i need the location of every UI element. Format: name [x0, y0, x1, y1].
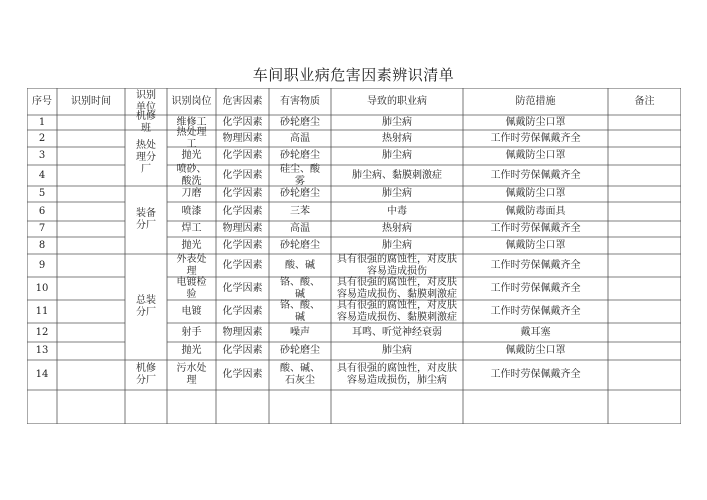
row-number: 3 [38, 150, 46, 161]
row-measure: 工作时劳保佩戴齐全 [490, 305, 581, 317]
row-factor: 化学因素 [222, 188, 263, 199]
row-measure: 戴耳塞 [520, 326, 551, 338]
row-measure: 佩戴防毒面具 [505, 205, 566, 217]
row-substance: 高温 [290, 132, 310, 144]
row-post: 射手 [181, 326, 202, 338]
row-post: 抛光 [181, 239, 202, 251]
row-disease: 具有很强的腐蚀性，对皮肤容易造成损伤，肺尘病 [337, 363, 457, 386]
row-disease: 肺尘病 [382, 116, 412, 128]
row-measure: 佩戴防尘口罩 [505, 239, 566, 251]
row-disease: 耳鸣、听觉神经衰弱 [352, 326, 442, 338]
row-substance: 酸、碱、石灰尘 [280, 363, 320, 386]
row-factor: 物理因素 [222, 223, 263, 234]
row-factor: 化学因素 [222, 369, 263, 380]
row-measure: 工作时劳保佩戴齐全 [490, 223, 581, 234]
row-disease: 具有很强的腐蚀性，对皮肤容易造成损伤、黏膜刺激症 [337, 299, 457, 323]
row-factor: 化学因素 [222, 205, 263, 217]
row-number: 2 [38, 132, 46, 144]
row-measure: 佩戴防尘口罩 [505, 345, 566, 356]
row-measure: 工作时劳保佩戴齐全 [490, 259, 581, 271]
row-measure: 工作时劳保佩戴齐全 [490, 369, 581, 380]
header-unit: 识别单位 [136, 89, 156, 113]
unit-cell: 总装分厂 [136, 295, 156, 318]
document-title: 车间职业病危害因素辨识清单 [252, 66, 455, 84]
row-factor: 化学因素 [222, 259, 263, 271]
row-number: 8 [38, 239, 46, 251]
row-disease: 中毒 [387, 205, 407, 217]
row-substance: 三苯 [290, 205, 310, 217]
row-factor: 化学因素 [222, 282, 263, 294]
row-number: 14 [35, 369, 49, 380]
header-remark: 备注 [634, 95, 655, 107]
row-post: 焊工 [181, 223, 202, 234]
row-post: 电镀 [181, 305, 202, 317]
unit-cell: 机修班 [136, 110, 156, 134]
row-substance: 硅尘、酸雾 [280, 163, 320, 187]
header-post: 识别岗位 [171, 95, 212, 107]
row-post: 电镀检验 [176, 276, 207, 300]
row-factor: 物理因素 [222, 132, 263, 144]
row-factor: 化学因素 [222, 116, 263, 128]
row-disease: 肺尘病 [382, 345, 412, 356]
row-disease: 具有很强的腐蚀性，对皮肤容易造成损伤 [337, 253, 457, 277]
row-number: 1 [38, 116, 46, 128]
row-number: 12 [35, 326, 49, 338]
row-number: 10 [35, 282, 49, 294]
row-substance: 砂轮磨尘 [280, 116, 320, 128]
row-substance: 高温 [290, 223, 310, 234]
unit-cell: 热处理分厂 [136, 140, 156, 175]
row-post: 刀磨 [181, 188, 202, 199]
row-factor: 化学因素 [222, 305, 263, 317]
row-substance: 噪声 [290, 326, 310, 338]
row-disease: 肺尘病、黏膜刺激症 [352, 169, 442, 181]
row-post: 维修工 [176, 116, 207, 128]
header-measure: 防范措施 [515, 95, 556, 107]
row-measure: 佩戴防尘口罩 [505, 188, 566, 199]
row-number: 9 [38, 259, 46, 271]
row-substance: 酸、碱 [285, 259, 315, 271]
row-substance: 铬、酸、碱 [280, 276, 320, 300]
header-time: 识别时间 [71, 95, 111, 107]
header-factor: 危害因素 [222, 95, 263, 107]
row-number: 7 [38, 223, 46, 234]
row-factor: 化学因素 [222, 239, 263, 251]
row-post: 抛光 [181, 150, 202, 161]
row-measure: 佩戴防尘口罩 [505, 116, 566, 128]
row-number: 5 [38, 188, 46, 199]
row-disease: 肺尘病 [382, 150, 412, 161]
hazard-table [27, 88, 681, 424]
row-post: 喷砂、酸洗 [176, 163, 207, 187]
row-disease: 热射病 [382, 223, 412, 234]
row-post: 喷漆 [181, 205, 202, 217]
row-measure: 工作时劳保佩戴齐全 [490, 169, 581, 181]
row-factor: 物理因素 [222, 326, 263, 338]
row-disease: 肺尘病 [382, 239, 412, 251]
row-measure: 佩戴防尘口罩 [505, 150, 566, 161]
row-number: 11 [35, 305, 49, 317]
row-measure: 工作时劳保佩戴齐全 [490, 132, 581, 144]
row-substance: 砂轮磨尘 [280, 188, 320, 199]
header-substance: 有害物质 [280, 95, 320, 107]
row-disease: 具有很强的腐蚀性，对皮肤容易造成损伤、黏膜刺激症 [337, 276, 457, 300]
row-disease: 肺尘病 [382, 188, 412, 199]
header-disease: 导致的职业病 [367, 95, 427, 107]
row-post: 抛光 [181, 345, 202, 356]
header-no: 序号 [32, 95, 52, 107]
row-factor: 化学因素 [222, 169, 263, 181]
unit-cell: 机修分厂 [136, 363, 156, 386]
row-substance: 砂轮磨尘 [280, 150, 320, 161]
row-number: 13 [35, 345, 49, 356]
row-factor: 化学因素 [222, 150, 263, 161]
row-disease: 热射病 [382, 132, 412, 144]
unit-cell: 装备分厂 [136, 208, 156, 231]
row-number: 6 [38, 205, 46, 217]
row-post: 热处理工 [176, 126, 207, 150]
row-measure: 工作时劳保佩戴齐全 [490, 282, 581, 294]
row-post: 污水处理 [176, 363, 207, 386]
row-substance: 铬、酸、碱 [280, 299, 320, 323]
row-factor: 化学因素 [222, 345, 263, 356]
row-number: 4 [38, 169, 46, 181]
row-post: 外表处理 [176, 253, 207, 277]
row-substance: 砂轮磨尘 [280, 345, 320, 356]
row-substance: 砂轮磨尘 [280, 239, 320, 251]
